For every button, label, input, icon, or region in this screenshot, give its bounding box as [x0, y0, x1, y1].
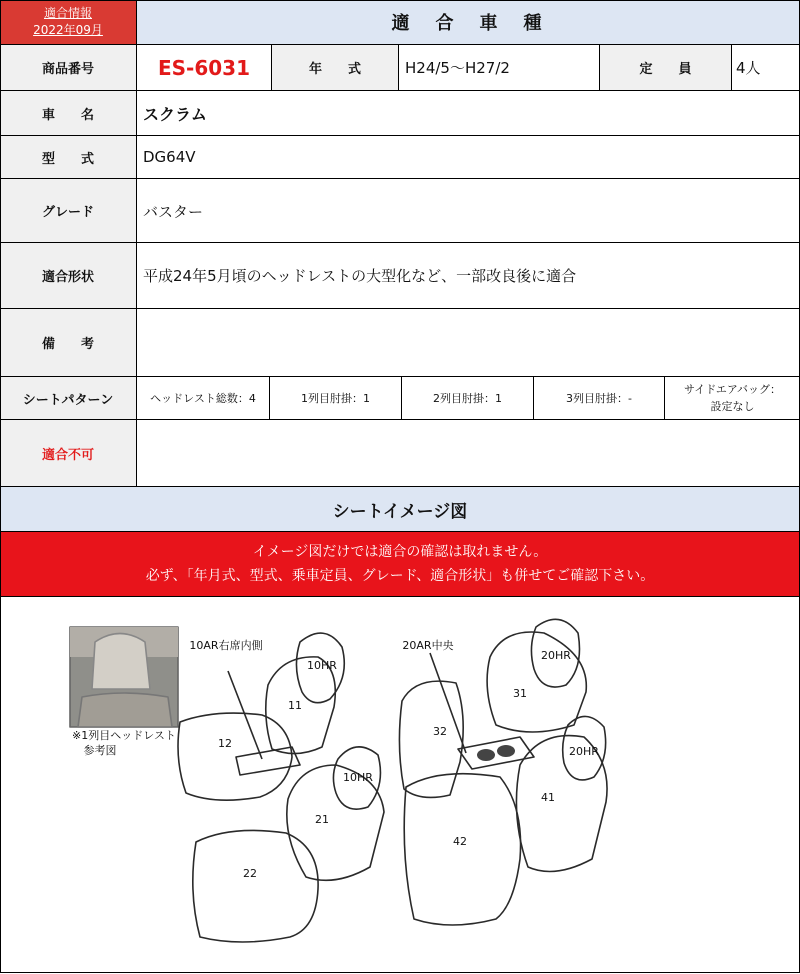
diagram-area: [0, 596, 800, 973]
info-label: 適合情報: [43, 6, 92, 20]
capacity-value: 4人: [731, 44, 800, 90]
seat-diagram: [0, 597, 800, 974]
label-31: 31: [513, 687, 527, 700]
year-label: 年 式: [271, 44, 398, 90]
photo-note-1: ※1列目ヘッドレスト: [72, 729, 176, 742]
info-badge: [0, 0, 136, 44]
warning-banner: [0, 531, 800, 596]
notes-label: 備 考: [0, 308, 136, 376]
label-20hr-top: 20HR: [541, 649, 571, 662]
vehicle-name-label: 車 名: [0, 90, 136, 135]
label-21: 21: [315, 813, 329, 826]
capacity-label: 定 員: [599, 44, 731, 90]
seat-image-title: シートイメージ図: [0, 486, 800, 531]
fit-shape-value: 平成24年5月頃のヘッドレストの大型化など、一部改良後に適合: [136, 242, 800, 308]
fit-shape-label: 適合形状: [0, 242, 136, 308]
label-42: 42: [453, 835, 467, 848]
armrest-10ar: [236, 747, 300, 775]
label-41: 41: [541, 791, 555, 804]
model-value: DG64V: [136, 135, 800, 178]
headrest-count: ヘッドレスト総数：4: [136, 376, 269, 419]
product-code-label: 商品番号: [0, 44, 136, 90]
label-10hr-second: 10HR: [343, 771, 373, 784]
callout-label-20ar: 20AR中央: [402, 639, 454, 652]
product-code-value: ES-6031: [136, 44, 271, 90]
seat-cushion-12: [178, 713, 292, 800]
seat-pattern-label: シートパターン: [0, 376, 136, 419]
row2-armrest: 2列目肘掛：1: [401, 376, 533, 419]
label-11: 11: [288, 699, 302, 712]
photo-note-2: 参考図: [83, 744, 117, 757]
notes-value: [136, 308, 800, 376]
incompatible-value: [136, 419, 800, 486]
row3-armrest: 3列目肘掛：-: [533, 376, 664, 419]
armrest-20ar: [458, 737, 534, 769]
model-label: 型 式: [0, 135, 136, 178]
year-value: H24/5～H27/2: [398, 44, 599, 90]
warning-line-1: イメージ図だけでは適合の確認は取れません。: [252, 544, 548, 560]
info-date: 2022年09月: [33, 23, 103, 37]
side-airbag: サイドエアバッグ： 設定なし: [664, 376, 800, 419]
seat-cushion-22: [193, 830, 318, 942]
grade-value: バスター: [136, 178, 800, 242]
seat-back-32: [399, 681, 463, 797]
grade-label: グレード: [0, 178, 136, 242]
seat-back-31: [487, 632, 586, 732]
label-20hr-second: 20HR: [569, 745, 599, 758]
vehicle-name-value: スクラム: [136, 90, 800, 135]
incompatible-label: 適合不可: [0, 419, 136, 486]
title-bar: [136, 0, 800, 44]
label-10hr-top: 10HR: [307, 659, 337, 672]
label-12: 12: [218, 737, 232, 750]
row1-armrest: 1列目肘掛：1: [269, 376, 401, 419]
label-32: 32: [433, 725, 447, 738]
label-22: 22: [243, 867, 257, 880]
warning-line-2: 必ず、「年月式、型式、乗車定員、グレード、適合形状」も併せてご確認下さい。: [145, 568, 655, 584]
page-title: 適 合 車 種: [391, 13, 546, 34]
callout-label-10ar: 10AR右席内側: [189, 639, 263, 652]
